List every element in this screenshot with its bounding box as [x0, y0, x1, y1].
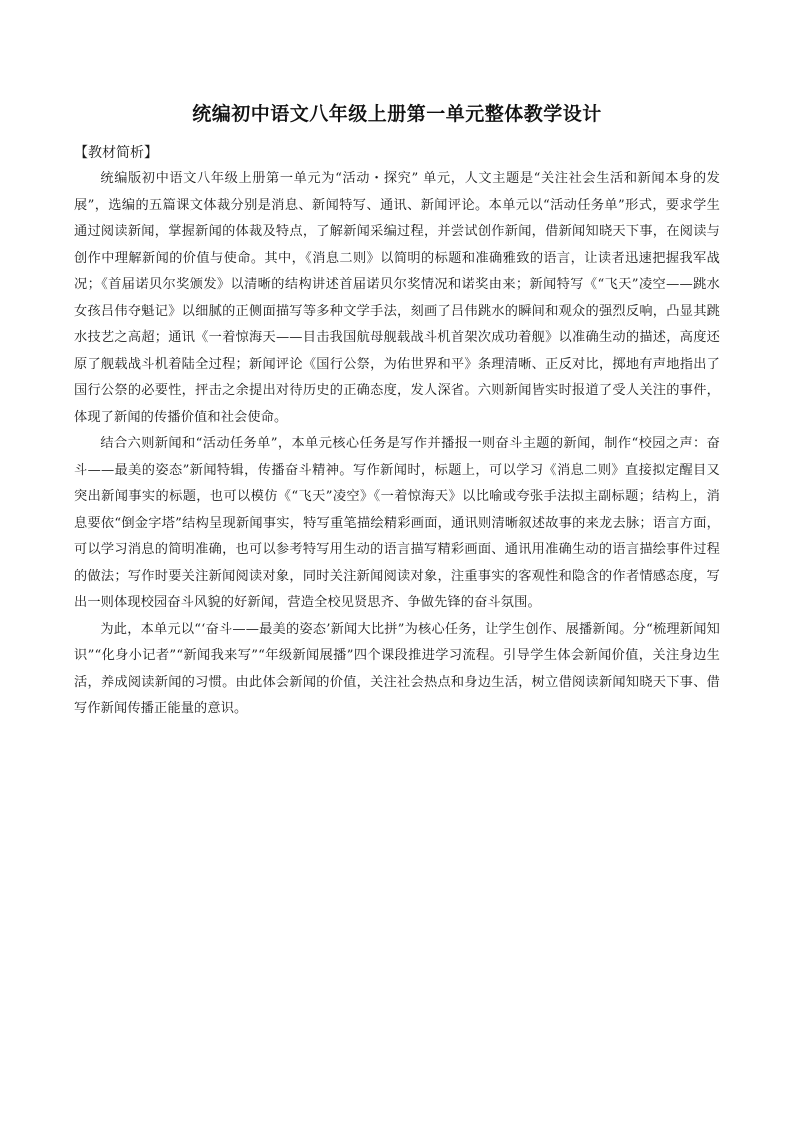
section-heading: 【教材简析】 — [74, 145, 158, 161]
document-page — [74, 100, 720, 723]
paragraph-2: 结合六则新闻和“活动任务单”，本单元核心任务是写作并播报一则奋斗主题的新闻，制作“校园之声：奋斗——最美的姿态”新闻特辑，传播奋斗精神。写作新闻时，标题上，可以学习《消息二则》直接拟定醒目又突出新闻事实的标题，也可以模仿《“飞天”凌空》《一着惊海天》以比喻或夸张手法拟主副标题；结构上，消息要依“倒金字塔”结构呈现新闻事实，特写重笔描绘精彩画面，通讯则清晰叙述故事的来龙去脉；语言方面，可以学习消息的简明准确，也可以参考特写用生动的语言描写精彩画面、通讯用准确生动的语言描绘事件过程的做法；写作时要关注新闻阅读对象，同时关注新闻阅读对象，注重事实的客观性和隐含的作者情感态度，写出一则体现校园奋斗风貌的好新闻，营造全校见贤思齐、争做先锋的奋斗氛围。 — [74, 436, 720, 610]
paragraph-3: 为此，本单元以“‘奋斗——最美的姿态’新闻大比拼”为核心任务，让学生创作、展播新闻。分“梳理新闻知识”“化身小记者”“新闻我来写”“年级新闻展播”四个课段推进学习流程。引导学生体会新闻价值，关注身边生活，养成阅读新闻的习惯。由此体会新闻的价值，关注社会热点和身边生活，树立借阅读新闻知晓天下事、借写作新闻传播正能量的意识。 — [74, 621, 720, 716]
document-title: 统编初中语文八年级上册第一单元整体教学设计 — [192, 103, 602, 125]
paragraph-1: 统编版初中语文八年级上册第一单元为“活动・探究” 单元，人文主题是“关注社会生活和新闻本身的发展”，选编的五篇课文体裁分别是消息、新闻特写、通讯、新闻评论。本单元以“活动任务单”形式，要求学生通过阅读新闻，掌握新闻的体裁及特点，了解新闻采编过程，并尝试创作新闻，借新闻知晓天下事，在阅读与创作中理解新闻的价值与使命。其中，《消息二则》以简明的标题和准确雅致的语言，让读者迅速把握我军战况；《首届诺贝尔奖颁发》以清晰的结构讲述首届诺贝尔奖情况和诺奖由来；新闻特写《“飞天”凌空——跳水女孩吕伟夺魁记》以细腻的正侧面描写等多种文学手法，刻画了吕伟跳水的瞬间和观众的强烈反响，凸显其跳水技艺之高超；通讯《一着惊海天——目击我国航母舰载战斗机首架次成功着舰》以准确生动的描述，高度还原了舰载战斗机着陆全过程；新闻评论《国行公祭，为佑世界和平》条理清晰、正反对比，掷地有声地指出了国行公祭的必要性，抨击之余提出对待历史的正确态度，发人深省。六则新闻皆实时报道了受人关注的事件，体现了新闻的传播价值和社会使命。 — [74, 171, 720, 425]
